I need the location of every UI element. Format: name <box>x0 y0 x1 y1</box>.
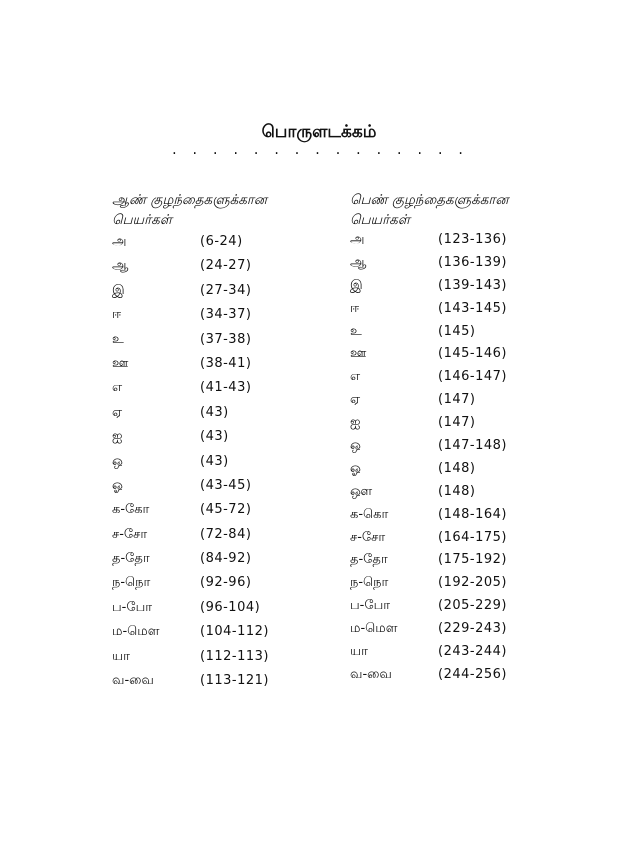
girls-heading-line2: பெயர்கள் <box>350 212 410 228</box>
boys-names-column <box>112 190 312 689</box>
index-letter: ஔ <box>350 483 373 499</box>
index-letter: உ <box>112 331 124 347</box>
index-letter: ஒ <box>350 438 361 454</box>
title-dot-leader: . . . . . . . . . . . . . . . <box>170 143 468 157</box>
index-letter: வ-வை <box>112 673 154 689</box>
index-page-range: (147) <box>438 392 476 408</box>
index-page-range: (123-136) <box>438 232 507 247</box>
index-page-range: (145) <box>438 323 476 339</box>
index-page-range: (72-84) <box>200 526 252 542</box>
index-page-range: (45-72) <box>200 502 252 518</box>
index-letter: ஐ <box>112 429 123 445</box>
index-page-range: (92-96) <box>200 575 252 591</box>
index-letter: ம-மௌ <box>112 624 160 640</box>
index-letter: ஓ <box>112 477 123 493</box>
boys-column-heading <box>112 190 312 230</box>
index-letter: எ <box>350 369 361 385</box>
index-letter: ஈ <box>112 307 122 323</box>
index-letter: இ <box>112 282 125 298</box>
index-letter: அ <box>112 234 127 249</box>
index-letter: த-தோ <box>112 551 150 567</box>
index-letter: யா <box>350 644 368 660</box>
index-letter: ப-போ <box>112 599 153 615</box>
index-page-range: (164-175) <box>438 529 507 545</box>
index-page-range: (147) <box>438 415 476 431</box>
index-letter: க-கொ <box>350 506 389 522</box>
index-page-range: (147-148) <box>438 438 507 454</box>
index-page-range: (148) <box>438 483 476 499</box>
index-page-range: (148-164) <box>438 506 507 522</box>
index-letter: ஐ <box>350 415 361 431</box>
index-letter: ப-போ <box>350 598 391 614</box>
index-page-range: (43) <box>200 404 229 420</box>
index-page-range: (205-229) <box>438 598 507 614</box>
girls-column-heading <box>350 190 550 230</box>
index-letter: வ-வை <box>350 666 392 682</box>
index-page-range: (104-112) <box>200 624 269 640</box>
index-page-range: (84-92) <box>200 551 252 567</box>
index-letter: இ <box>350 277 363 293</box>
index-page-range: (145-146) <box>438 346 507 362</box>
index-page-range: (6-24) <box>200 234 243 249</box>
boys-heading-line1: ஆண் குழந்தைகளுக்கான <box>112 192 268 208</box>
index-letter: ஈ <box>350 300 360 316</box>
index-page-range: (143-145) <box>438 300 507 316</box>
index-letter: ஏ <box>350 392 361 408</box>
index-letter: ஊ <box>350 346 367 362</box>
index-page-range: (112-113) <box>200 648 269 664</box>
index-page-range: (113-121) <box>200 673 269 689</box>
index-letter: ச-சோ <box>350 529 386 545</box>
index-letter: அ <box>350 232 365 247</box>
index-page-range: (146-147) <box>438 369 507 385</box>
index-page-range: (43) <box>200 453 229 469</box>
boys-heading-line2: பெயர்கள் <box>112 212 172 228</box>
index-page-range: (34-37) <box>200 307 252 323</box>
index-letter: ஓ <box>350 460 361 476</box>
girls-heading-line1: பெண் குழந்தைகளுக்கான <box>350 192 509 208</box>
index-letter: ந-நொ <box>112 575 151 591</box>
index-page-range: (41-43) <box>200 380 252 396</box>
index-letter: ச-சோ <box>112 526 148 542</box>
index-letter: ஊ <box>112 355 129 371</box>
index-page-range: (244-256) <box>438 666 507 682</box>
index-letter: ஒ <box>112 453 123 469</box>
index-letter: யா <box>112 648 130 664</box>
index-letter: ஏ <box>112 404 123 420</box>
index-page-range: (139-143) <box>438 277 507 293</box>
index-page-range: (27-34) <box>200 282 252 298</box>
index-page-range: (175-192) <box>438 552 507 568</box>
index-page-range: (24-27) <box>200 258 252 274</box>
index-page-range: (43-45) <box>200 477 252 493</box>
index-page-range: (38-41) <box>200 355 252 371</box>
index-page-range: (192-205) <box>438 575 507 591</box>
index-page-range: (148) <box>438 460 476 476</box>
page-title: பொருளடக்கம் <box>261 122 377 142</box>
index-letter: ம-மௌ <box>350 621 398 637</box>
index-page-range: (37-38) <box>200 331 252 347</box>
index-page-range: (136-139) <box>438 254 507 270</box>
index-letter: உ <box>350 323 362 339</box>
index-letter: ஆ <box>112 258 129 274</box>
index-letter: ந-நொ <box>350 575 389 591</box>
index-page-range: (243-244) <box>438 644 507 660</box>
index-page-range: (96-104) <box>200 599 261 615</box>
index-page-range: (229-243) <box>438 621 507 637</box>
index-letter: ஆ <box>350 254 367 270</box>
index-letter: எ <box>112 380 123 396</box>
girls-names-column <box>350 190 550 682</box>
index-page-range: (43) <box>200 429 229 445</box>
index-letter: த-தோ <box>350 552 388 568</box>
index-letter: க-கோ <box>112 502 150 518</box>
